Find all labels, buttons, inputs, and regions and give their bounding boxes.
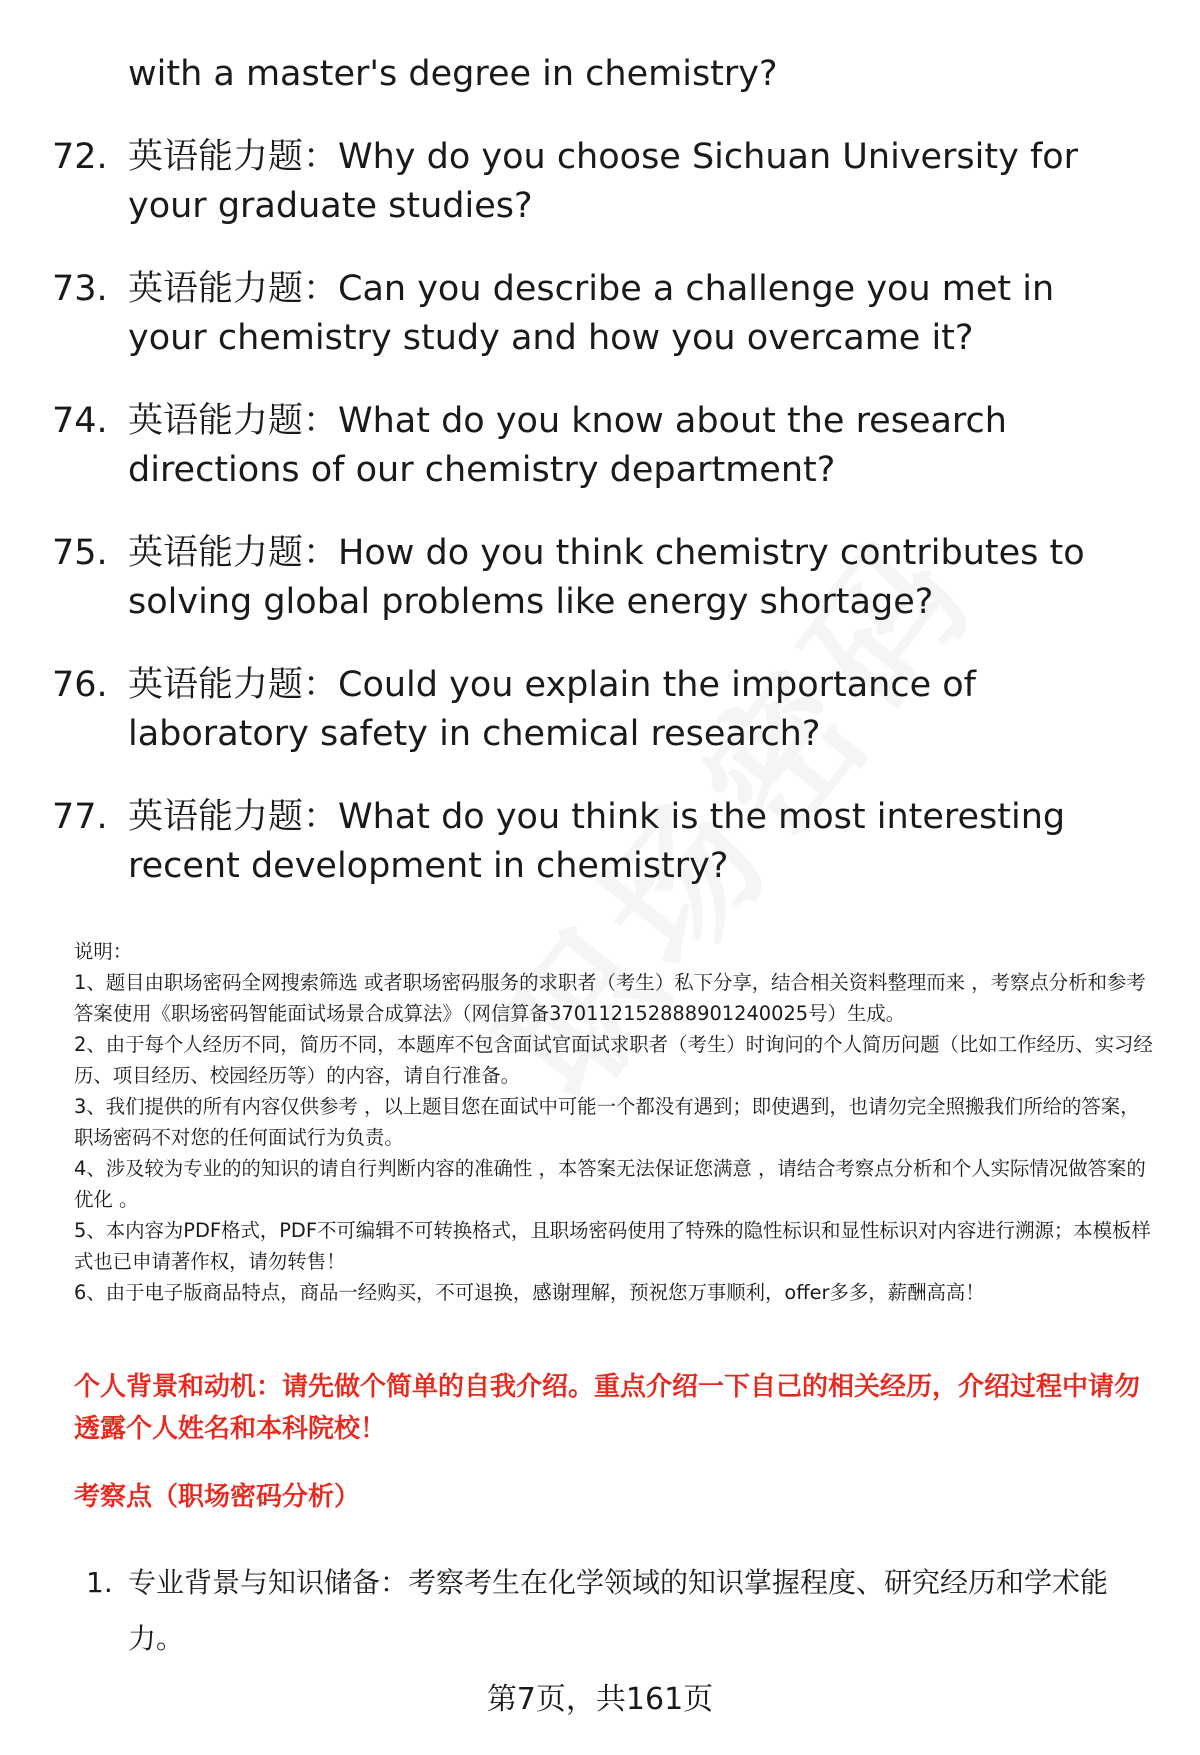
question-text: 英语能力题：How do you think chemistry contributes to solving global problems like energy shortage? bbox=[128, 533, 1085, 622]
question-item bbox=[0, 133, 1200, 231]
note-item: 6、由于电子版商品特点，商品一经购买，不可退换，感谢理解，预祝您万事顺利，offer多多，薪酬高高！ bbox=[74, 1281, 985, 1304]
notes-title: 说明： bbox=[74, 940, 133, 963]
question-text: 英语能力题：What do you know about the research directions of our chemistry department? bbox=[128, 401, 1007, 490]
note-item: 1、题目由职场密码全网搜索筛选 或者职场密码服务的求职者（考生）私下分享，结合相关资料整理而来 ，考察点分析和参考答案使用《职场密码智能面试场景合成算法》（网信算备370112152888901240025号）生成。 bbox=[74, 971, 1146, 1025]
analysis-subheading: 考察点（职场密码分析） bbox=[74, 1482, 361, 1512]
note-item: 4、涉及较为专业的的知识的请自行判断内容的准确性 ，本答案无法保证您满意 ，请结合考察点分析和个人实际情况做答案的优化 。 bbox=[74, 1157, 1146, 1211]
analysis-point bbox=[0, 1555, 1200, 1667]
point-text: 专业背景与知识储备：考察考生在化学领域的知识掌握程度、研究经历和学术能力。 bbox=[128, 1566, 1109, 1655]
question-number: 74. bbox=[52, 401, 108, 441]
question-heading: 个人背景和动机：请先做个简单的自我介绍。重点介绍一下自己的相关经历，介绍过程中请勿透露个人姓名和本科院校！ bbox=[74, 1372, 1141, 1444]
question-number: 77. bbox=[52, 797, 108, 837]
question-text: 英语能力题：Could you explain the importance of laboratory safety in chemical research? bbox=[128, 665, 976, 754]
question-number: 75. bbox=[52, 533, 108, 573]
question-list bbox=[0, 50, 1200, 891]
question-item bbox=[0, 529, 1200, 627]
point-number: 1. bbox=[86, 1566, 113, 1599]
question-continuation: with a master's degree in chemistry? bbox=[128, 54, 778, 94]
question-item bbox=[0, 661, 1200, 759]
page-number: 第7页，共161页 bbox=[486, 1682, 714, 1717]
question-text: 英语能力题：Why do you choose Sichuan University for your graduate studies? bbox=[128, 137, 1079, 226]
question-number: 72. bbox=[52, 137, 108, 177]
question-item bbox=[0, 397, 1200, 495]
disclaimer-notes bbox=[74, 936, 1154, 1308]
question-text: 英语能力题：What do you think is the most interesting recent development in chemistry? bbox=[128, 797, 1066, 886]
question-text: 英语能力题：Can you describe a challenge you met in your chemistry study and how you overcame it? bbox=[128, 269, 1055, 358]
note-item: 2、由于每个人经历不同，简历不同，本题库不包含面试官面试求职者（考生）时询问的个人简历问题（比如工作经历、实习经历、项目经历、校园经历等）的内容，请自行准备。 bbox=[74, 1033, 1153, 1087]
question-number: 73. bbox=[52, 269, 108, 309]
question-item bbox=[0, 793, 1200, 891]
note-item: 3、我们提供的所有内容仅供参考 ，以上题目您在面试中可能一个都没有遇到；即使遇到，也请勿完全照搬我们所给的答案，职场密码不对您的任何面试行为负责。 bbox=[74, 1095, 1140, 1149]
question-number: 76. bbox=[52, 665, 108, 705]
note-item: 5、本内容为PDF格式，PDF不可编辑不可转换格式，且职场密码使用了特殊的隐性标识和显性标识对内容进行溯源；本模板样式也已申请著作权，请勿转售！ bbox=[74, 1219, 1151, 1273]
question-item bbox=[0, 265, 1200, 363]
